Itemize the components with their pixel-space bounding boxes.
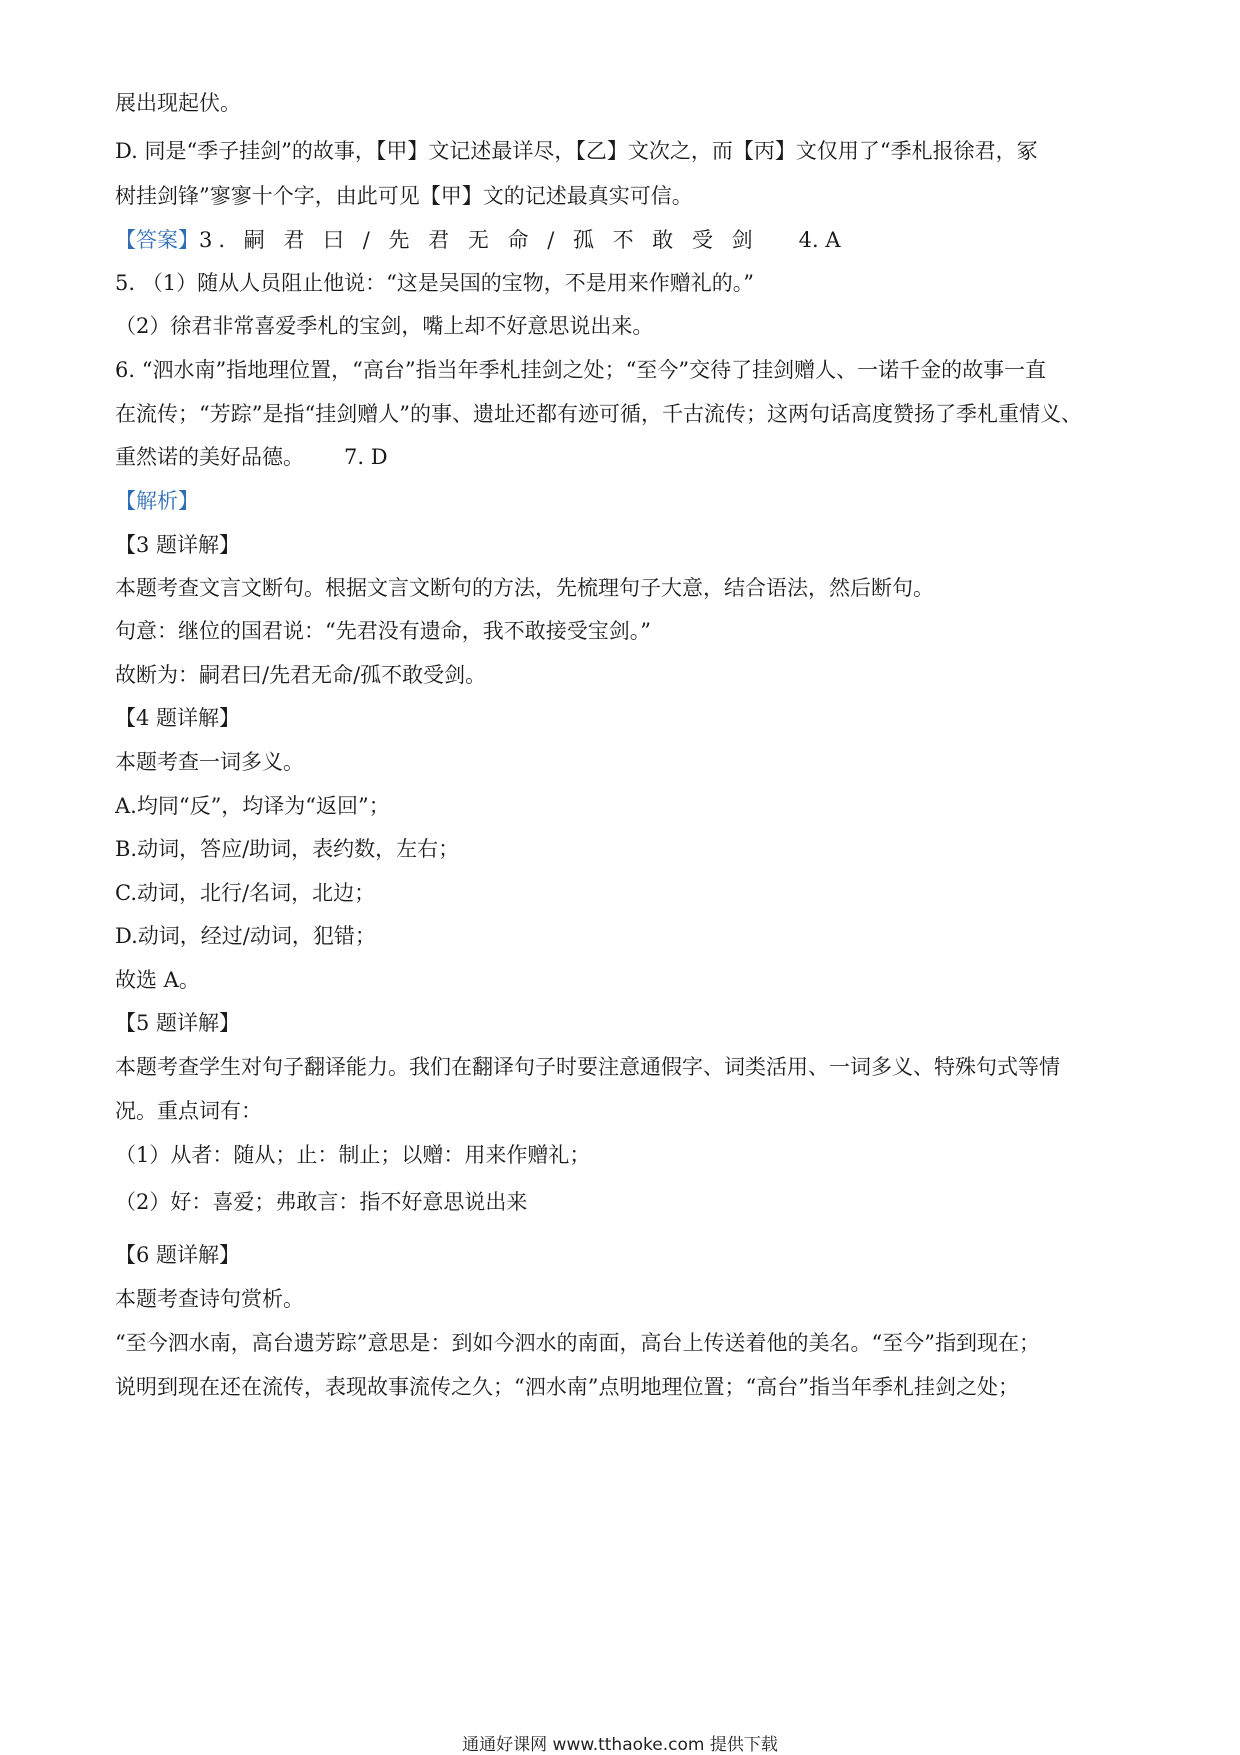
- text-line: 本题考查诗句赏析。: [115, 1287, 304, 1311]
- text-line: （1）从者：随从；止：制止；以赠：用来作赠礼；: [115, 1143, 591, 1167]
- section-heading-q5: 【5 题详解】: [115, 1011, 241, 1035]
- analysis-label: 【解析】: [115, 489, 199, 513]
- text-line: 故断为：嗣君曰/先君无命/孤不敢受剑。: [115, 663, 487, 687]
- answer-q5-1: 5. （1）随从人员阻止他说：“这是吴国的宝物，不是用来作赠礼的。”: [115, 271, 755, 295]
- section-heading-q6: 【6 题详解】: [115, 1243, 241, 1267]
- option-a-line: A.均同“反”，均译为“返回”；: [115, 794, 390, 818]
- answer-label: 【答案】: [115, 228, 199, 252]
- text-line: 树挂剑锋”寥寥十个字，由此可见【甲】文的记述最真实可信。: [115, 184, 693, 208]
- answer-q3: 3. 嗣 君 曰 / 先 君 无 命 / 孤 不 敢 受 剑: [199, 228, 759, 252]
- option-c-line: C.动词，北行/名词，北边；: [115, 881, 376, 905]
- answer-q7: 7. D: [344, 445, 388, 469]
- answer-line: [115, 225, 1135, 255]
- text-line: “至今泗水南，高台遗芳踪”意思是：到如今泗水的南面，高台上传送着他的美名。“至今”指到现在；: [115, 1331, 1040, 1355]
- answer-q6-end: 重然诺的美好品德。: [115, 445, 304, 469]
- section-heading-q3: 【3 题详解】: [115, 533, 241, 557]
- text-line: 本题考查一词多义。: [115, 750, 304, 774]
- text-line: （2）好：喜爱；弗敢言：指不好意思说出来: [115, 1190, 528, 1214]
- text-line: 况。重点词有：: [115, 1099, 262, 1123]
- section-heading-q4: 【4 题详解】: [115, 706, 241, 730]
- answer-q4: 4. A: [798, 228, 841, 252]
- text-line: 故选 A。: [115, 968, 200, 992]
- text-line: 本题考查文言文断句。根据文言文断句的方法，先梳理句子大意，结合语法，然后断句。: [115, 576, 934, 600]
- text-line: 本题考查学生对句子翻译能力。我们在翻译句子时要注意通假字、词类活用、一词多义、特殊句式等情: [115, 1055, 1060, 1079]
- option-d-line: D. 同是“季子挂剑”的故事，【甲】文记述最详尽，【乙】文次之，而【丙】文仅用了“季札报徐君，冢: [115, 139, 1038, 163]
- answer-q6-last-line: [115, 442, 1135, 472]
- answer-q6-line: 在流传；“芳踪”是指“挂剑赠人”的事、遗址还都有迹可循，千古流传；这两句话高度赞扬了季札重情义、: [115, 402, 1082, 426]
- option-b-line: B.动词，答应/助词，表约数，左右；: [115, 837, 460, 861]
- text-line: 展出现起伏。: [115, 91, 241, 115]
- answer-q6-line: 6. “泗水南”指地理位置，“高台”指当年季札挂剑之处；“至今”交待了挂剑赠人、一诺千金的故事一直: [115, 358, 1047, 382]
- page-footer: 通通好课网 www.tthaoke.com 提供下载: [462, 1735, 778, 1755]
- option-d-line: D.动词，经过/动词，犯错；: [115, 924, 376, 948]
- answer-q5-2: （2）徐君非常喜爱季札的宝剑，嘴上却不好意思说出来。: [115, 314, 654, 338]
- text-line: 说明到现在还在流传，表现故事流传之久；“泗水南”点明地理位置；“高台”指当年季札挂剑之处；: [115, 1375, 1019, 1399]
- text-line: 句意：继位的国君说：“先君没有遗命，我不敢接受宝剑。”: [115, 619, 651, 643]
